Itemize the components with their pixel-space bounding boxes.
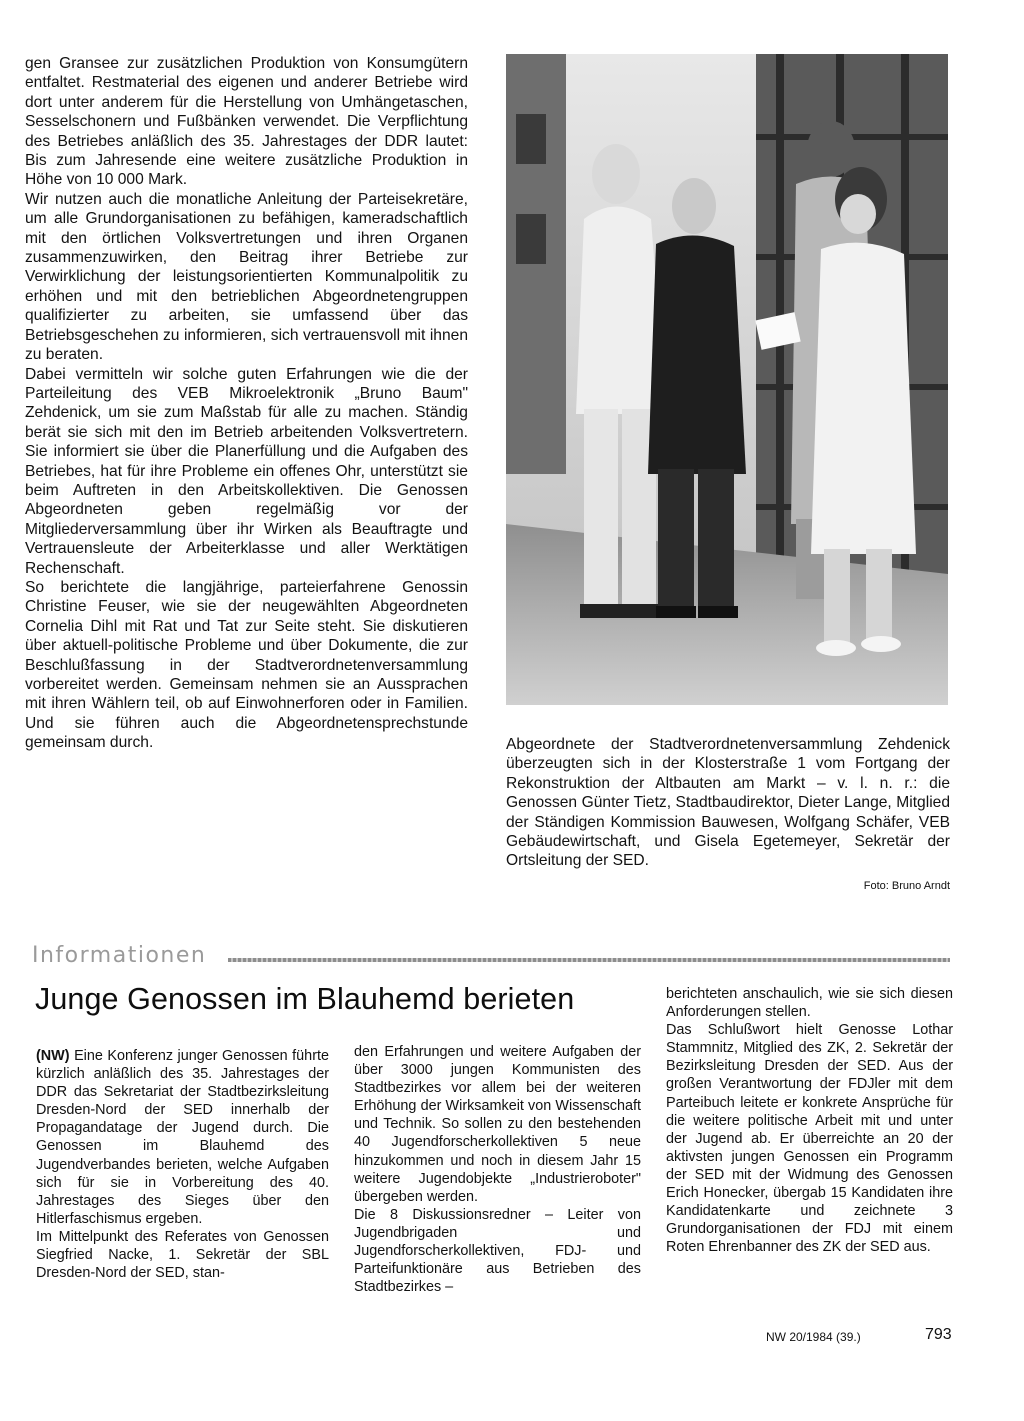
paragraph: So berichtete die langjährige, parteierfahrene Genossin Christine Feuser, wie sie der neugewählten Abgeordneten Cornelia Dihl mit Rat und Tat zur Seite steht. Sie diskutieren über aktuell-politische Probleme und über Dokumente, die zur Beschlußfassung in der Stadtverordnetenversammlung vorbereitet werden. Gemeinsam nehmen sie an Aussprachen mit ihren Wählern teil, ob auf Einwohnerforen oder in Familien. Und sie führen auch die Abgeordnetensprechstunde gemeinsam durch. xyxy=(25,578,468,752)
photo-illustration xyxy=(506,54,948,705)
news-photo xyxy=(506,54,948,705)
article-column-2 xyxy=(354,1043,641,1296)
section-divider xyxy=(228,958,950,962)
paragraph: gen Gransee zur zusätzlichen Produktion von Konsumgütern entfaltet. Restmaterial des eigenen und anderer Betriebe wird dort unter anderem für die Herstellung von Umhängetaschen, Sesselschonern und Fußbänken verwendet. Die Verpflichtung des Betriebes anläßlich des 35. Jahrestages der DDR lautet: Bis zum Jahresende eine weitere zusätzliche Produktion in Höhe von 10 000 Mark. xyxy=(25,55,468,189)
article-headline: Junge Genossen im Blauhemd berieten xyxy=(35,982,575,1016)
page-number: 793 xyxy=(925,1326,952,1343)
paragraph xyxy=(36,1047,329,1228)
paragraph: Die 8 Diskussionsredner – Leiter von Jugendbrigaden und Jugendforscherkollektiven, FDJ- und Parteifunktionäre aus Betrieben des Stadtbezirkes – xyxy=(354,1206,641,1296)
issue-number: NW 20/1984 (39.) xyxy=(766,1330,861,1344)
paragraph: berichteten anschaulich, wie sie sich diesen Anforderungen stellen. xyxy=(666,986,953,1021)
photo-caption: Abgeordnete der Stadtverordnetenversammlung Zehdenick überzeugten sich in der Klosterstraße 1 vom Fortgang der Rekonstruktion der Altbauten am Markt – v. l. n. r.: die Genossen Günter Tietz, Stadtbaudirektor, Dieter Lange, Mitglied der Ständigen Kommission Bauwesen, Wolfgang Schäfer, VEB Gebäudewirtschaft, und Gisela Egetemeyer, Sekretär der Ortsleitung der SED. xyxy=(506,736,950,870)
photo-credit: Foto: Bruno Arndt xyxy=(863,880,950,892)
paragraph: den Erfahrungen und weitere Aufgaben der über 3000 jungen Kommunisten des Stadtbezirkes vor allem bei der weiteren Erhöhung der Wirksamkeit von Wissenschaft und Technik. So sollen zu den bestehenden 40 Jugendforscherkollektiven 5 neue hinzukommen und noch in diesem Jahr 15 weitere Jugendobjekte „Industrieroboter" übergeben werden. xyxy=(354,1044,641,1205)
lead-tag: (NW) xyxy=(36,1048,70,1064)
article-column-1 xyxy=(36,1047,329,1282)
section-label: Informationen xyxy=(32,943,207,968)
paragraph-text: Eine Konferenz junger Genossen führte kürzlich anläßlich des 35. Jahrestages der DDR das Sekretariat der Stadtbezirksleitung Dresden-Nord der SED innerhalb der Propagandatage der Jugend durch. Die Genossen im Blauhemd des Jugendverbandes berieten, welche Aufgaben sich für sie in Vorbereitung des 40. Jahrestages des Sieges über den Hitlerfaschismus ergeben. xyxy=(36,1048,329,1227)
article-column-3 xyxy=(666,985,953,1256)
paragraph: Das Schlußwort hielt Genosse Lothar Stammnitz, Mitglied des ZK, 2. Sekretär der Bezirksleitung Dresden der SED. Aus der großen Verantwortung der FDJler mit dem Parteibuch leitete er konkrete Ansprüche für die weitere politische Arbeit mit und unter der Jugend ab. Er überreichte an 20 der aktivsten jungen Genossen ein Programm der SED mit der Widmung des Genossen Erich Honecker, übergab 15 Kandidaten ihre Kandidatenkarte und zeichnete 3 Grundorganisationen der FDJ mit einem Roten Ehrenbanner des ZK der SED aus. xyxy=(666,1022,953,1256)
paragraph: Dabei vermitteln wir solche guten Erfahrungen wie die der Parteileitung des VEB Mikroelektronik „Bruno Baum" Zehdenick, um sie zum Maßstab für alle zu machen. Ständig berät sie sich mit den im Betrieb arbeitenden Volksvertretern. Sie informiert sie über die Planerfüllung und die Aufgaben des Betriebes, hat für ihre Probleme ein offenes Ohr, unterstützt sie beim Auftreten in den Arbeitskollektiven. Die Genossen Abgeordneten geben regelmäßig vor der Mitgliederversammlung über ihr Wirken als Beauftragte und Vertrauensleute der Arbeiterklasse und aller Werktätigen Rechenschaft. xyxy=(25,365,468,577)
paragraph: Wir nutzen auch die monatliche Anleitung der Parteisekretäre, um alle Grundorganisationen zu befähigen, kameradschaftlich mit den örtlichen Volksvertretungen und ihren Organen zusammenzuwirken, den Beitrag ihrer Betriebe zur Verwirklichung der leistungsorientierten Kommunalpolitik zu erhöhen und mit den betrieblichen Abgeordnetengruppen qualifizierter zu arbeiten, sie umfassend über das Betriebsgeschehen zu informieren, sich vertrauensvoll mit ihnen zu beraten. xyxy=(25,190,468,364)
paragraph: Im Mittelpunkt des Referates von Genossen Siegfried Nacke, 1. Sekretär der SBL Dresden-Nord der SED, stan- xyxy=(36,1228,329,1282)
top-article-column xyxy=(25,54,468,753)
